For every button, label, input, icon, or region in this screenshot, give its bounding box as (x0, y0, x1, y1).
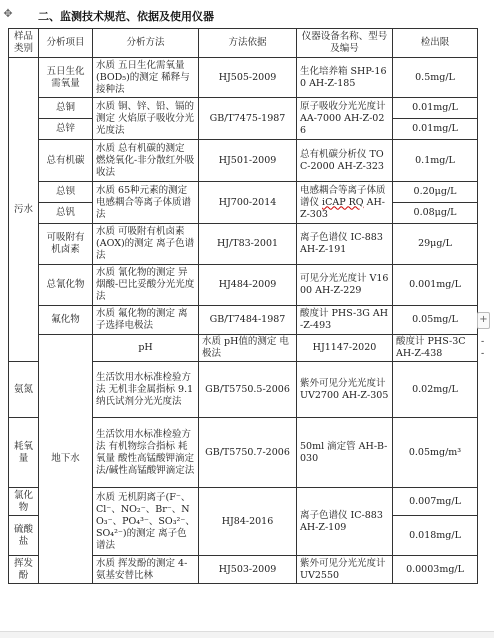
cell-method: 水质 无机阴离子(F⁻、Cl⁻、NO₂⁻、Br⁻、NO₃⁻、PO₄³⁻、SO₃²⁻、SO₄²⁻)的测定 离子色谱法 (93, 488, 199, 556)
table-header-row (9, 29, 478, 58)
cell-method: 水质 pH值的测定 电极法 (199, 335, 297, 362)
cell-limit: 29μg/L (393, 224, 478, 265)
cell-basis: HJ484-2009 (199, 265, 297, 306)
add-column-plus-icon[interactable]: + (477, 312, 490, 329)
header-method: 分析方法 (93, 29, 199, 58)
cell-item: 总有机碳 (39, 140, 93, 182)
cell-instrument: 生化培养箱 SHP-160 AH-Z-185 (297, 58, 393, 98)
cell-item: 氨氮 (9, 362, 39, 418)
cell-limit: 0.05mg/m³ (393, 418, 478, 488)
header-item: 分析项目 (39, 29, 93, 58)
header-category: 样品类别 (9, 29, 39, 58)
cell-basis: HJ/T83-2001 (199, 224, 297, 265)
cell-limit: 0.01mg/L (393, 119, 478, 140)
cell-instrument: 50ml 滴定管 AH-B-030 (297, 418, 393, 488)
cell-limit: 0.20μg/L (393, 182, 478, 203)
cell-item: 挥发酚 (9, 556, 39, 584)
table-row (9, 98, 478, 119)
table-row (9, 224, 478, 265)
cell-limit: 0.007mg/L (393, 488, 478, 516)
cell-limit: 0.05mg/L (393, 306, 478, 335)
monitoring-table (8, 28, 485, 584)
cell-basis: HJ505-2009 (199, 58, 297, 98)
cell-item: 总钡 (39, 182, 93, 203)
cell-item: 可吸附有机卤素 (39, 224, 93, 265)
table-row (9, 140, 478, 182)
cell-item: 总铜 (39, 98, 93, 119)
instrument-text: AH-Z-303 (300, 196, 385, 220)
cell-basis: GB/T7475-1987 (199, 98, 297, 140)
cell-basis: GB/T7484-1987 (199, 306, 297, 335)
cell-limit: 0.1mg/L (393, 140, 478, 182)
cell-limit: 0.5mg/L (393, 58, 478, 98)
cell-method: 水质 65种元素的测定 电感耦合等离子体质谱法 (93, 182, 199, 224)
cell-instrument: 酸度计 PHS-3C AH-Z-438 (393, 335, 478, 362)
cell-method: 生活饮用水标准检验方法 无机非金属指标 9.1纳氏试剂分光光度法 (93, 362, 199, 418)
cell-method: 水质 总有机碳的测定 燃烧氧化-非分散红外吸收法 (93, 140, 199, 182)
cell-instrument: 紫外可见分光光度计 UV2550 (297, 556, 393, 584)
cell-limit: 0.02mg/L (393, 362, 478, 418)
cell-method: 水质 可吸附有机卤素(AOX)的测定 离子色谱法 (93, 224, 199, 265)
cell-basis: HJ700-2014 (199, 182, 297, 224)
cell-item: 氯化物 (9, 488, 39, 516)
cell-instrument: 离子色谱仪 IC-883 AH-Z-191 (297, 224, 393, 265)
cell-basis: GB/T5750.5-2006 (199, 362, 297, 418)
cell-method: 水质 氰化物的测定 异烟酸-巴比妥酸分光光度法 (93, 265, 199, 306)
cell-basis: GB/T5750.7-2006 (199, 418, 297, 488)
table-row (9, 58, 478, 98)
cell-basis: HJ501-2009 (199, 140, 297, 182)
header-limit: 检出限 (393, 29, 478, 58)
cell-method: 水质 氟化物的测定 离子选择电极法 (93, 306, 199, 335)
cell-method: 生活饮用水标准检验方法 有机物综合指标 耗氧量 酸性高锰酸钾滴定法/碱性高锰酸钾滴定法 (93, 418, 199, 488)
table-move-handle-icon[interactable]: ✥ (3, 7, 13, 20)
cell-instrument: 离子色谱仪 IC-883 AH-Z-109 (297, 488, 393, 556)
cell-item: 总钒 (39, 203, 93, 224)
table-row (9, 265, 478, 306)
cell-limit: 0.01mg/L (393, 98, 478, 119)
section-title: 二、监测技术规范、依据及使用仪器 (38, 10, 214, 23)
cell-item: 耗氧量 (9, 418, 39, 488)
category-wastewater: 污水 (9, 58, 39, 362)
cell-item: 氟化物 (39, 306, 93, 335)
cell-method: 水质 五日生化需氧量(BOD₅)的测定 稀释与接种法 (93, 58, 199, 98)
cell-item: 硫酸盐 (9, 516, 39, 556)
cell-basis: HJ84-2016 (199, 488, 297, 556)
cell-instrument: 可见分光光度计 V1600 AH-Z-229 (297, 265, 393, 306)
cell-instrument: 酸度计 PHS-3G AH-Z-493 (297, 306, 393, 335)
header-instrument: 仪器设备名称、型号及编号 (297, 29, 393, 58)
instrument-model-spellcheck: iCAP RQ (322, 196, 364, 208)
cell-instrument: 原子吸收分光光度计 AA-7000 AH-Z-026 (297, 98, 393, 140)
cell-method: 水质 铜、锌、铅、镉的测定 火焰原子吸收分光光度法 (93, 98, 199, 140)
cell-instrument: 紫外可见分光光度计 UV2700 AH-Z-305 (297, 362, 393, 418)
category-groundwater: 地下水 (39, 335, 93, 584)
instrument-text: 电感耦合等离子体质谱仪 (300, 184, 386, 208)
cell-instrument (297, 182, 393, 224)
cell-item: pH (93, 335, 199, 362)
cell-limit: 0.08μg/L (393, 203, 478, 224)
table-row: 地下水 pH 水质 pH值的测定 电极法 HJ1147-2020 酸度计 PHS-3C AH-Z-438 -- (9, 335, 478, 362)
cell-limit: 0.001mg/L (393, 265, 478, 306)
cell-instrument: 总有机碳分析仪 TOC-2000 AH-Z-323 (297, 140, 393, 182)
header-basis: 方法依据 (199, 29, 297, 58)
cell-limit: 0.0003mg/L (393, 556, 478, 584)
cell-basis: HJ503-2009 (199, 556, 297, 584)
cell-limit: 0.018mg/L (393, 516, 478, 556)
cell-item: 总氰化物 (39, 265, 93, 306)
table-row (9, 182, 478, 203)
cell-basis: HJ1147-2020 (297, 335, 393, 362)
table-row (9, 306, 478, 335)
cell-method: 水质 挥发酚的测定 4-氨基安替比林 (93, 556, 199, 584)
cell-item: 总锌 (39, 119, 93, 140)
cell-item: 五日生化需氧量 (39, 58, 93, 98)
